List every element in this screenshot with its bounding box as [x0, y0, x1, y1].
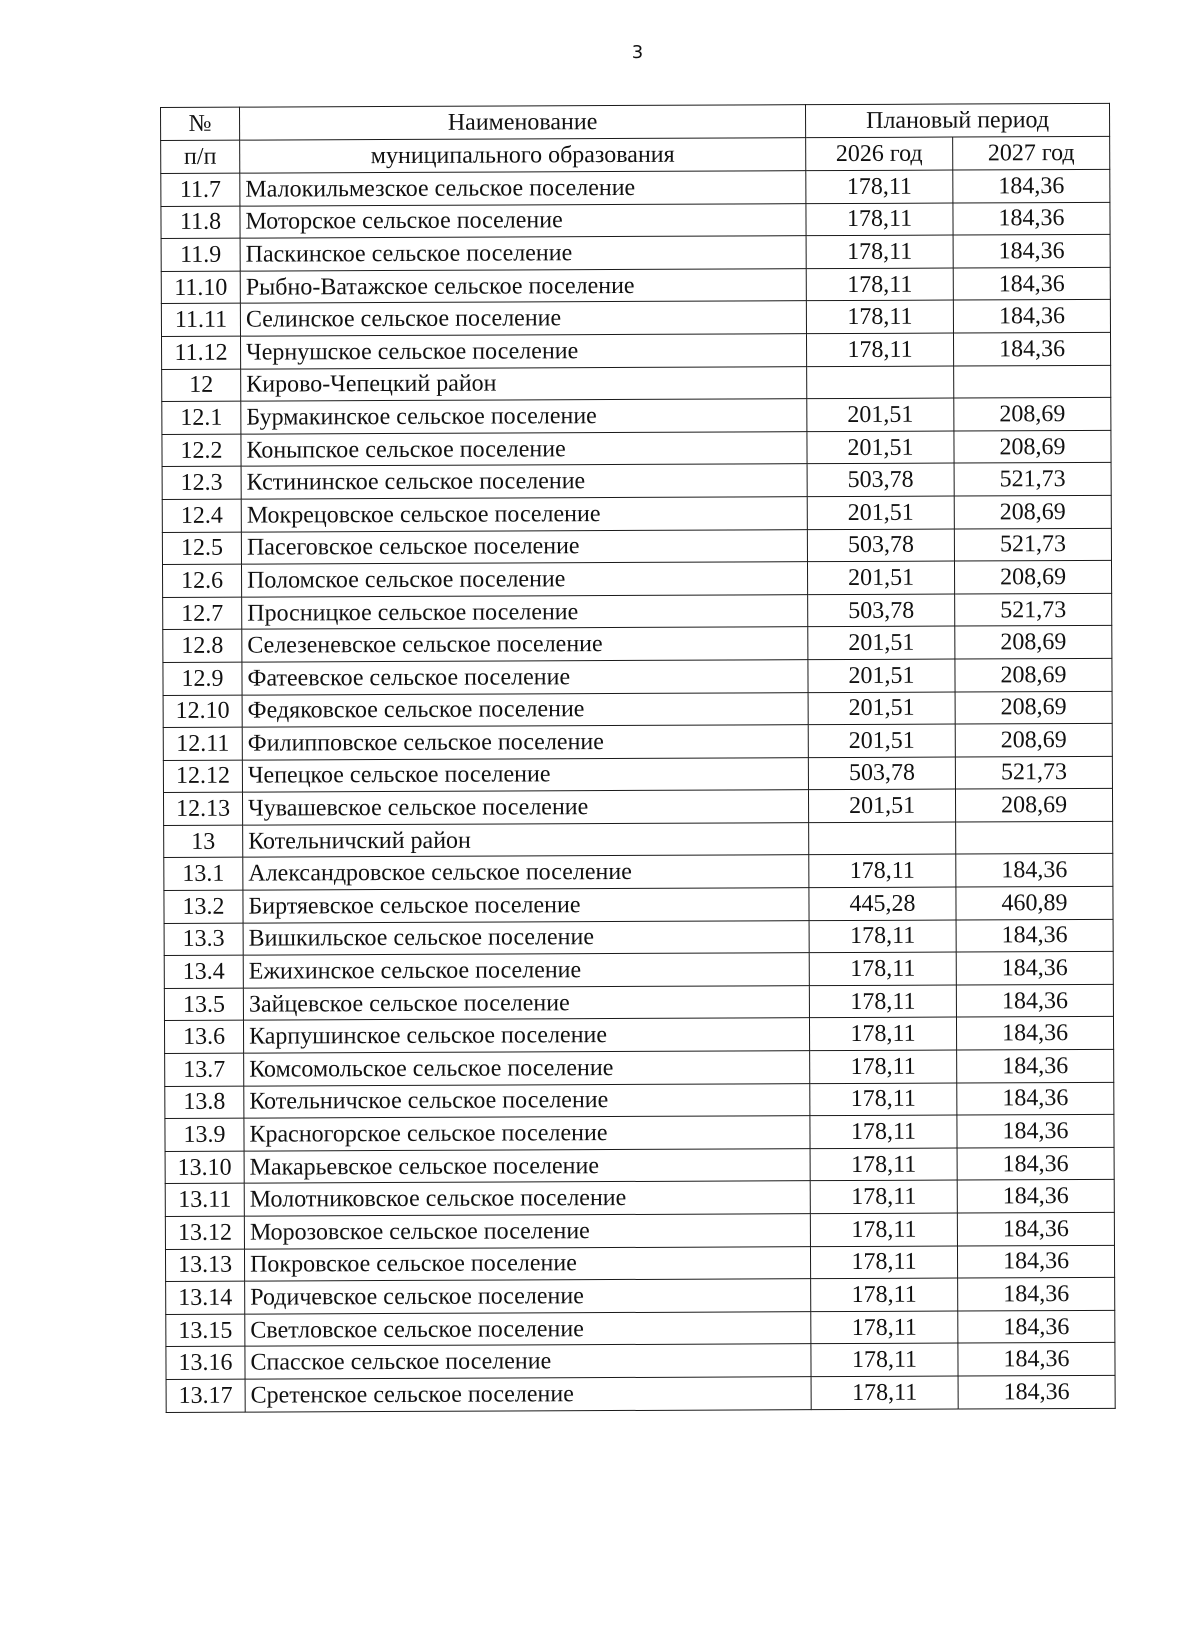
- table-row: [163, 723, 1112, 760]
- row-number-cell: 12.5: [162, 532, 241, 565]
- row-value-2026-cell: 201,51: [807, 496, 954, 529]
- table-row: [163, 756, 1112, 793]
- row-value-2027-cell: 208,69: [954, 398, 1111, 431]
- table-row: [163, 658, 1112, 695]
- row-name-cell: Вишкильское сельское поселение: [243, 920, 809, 955]
- table-row: [165, 1049, 1114, 1086]
- row-value-2026-cell: 201,51: [807, 398, 954, 431]
- row-number-cell: 13.16: [166, 1347, 245, 1380]
- row-value-2026-cell: 178,11: [806, 268, 953, 301]
- row-value-2026-cell: 178,11: [810, 1148, 957, 1181]
- row-value-2027-cell: 521,73: [954, 463, 1111, 496]
- row-value-2026-cell: 503,78: [807, 529, 954, 562]
- row-value-2027-cell: 184,36: [957, 1082, 1114, 1115]
- table-row: [164, 919, 1113, 956]
- row-number-cell: 11.9: [161, 238, 240, 271]
- row-value-2027-cell: 184,36: [958, 1343, 1115, 1376]
- row-number-cell: 11.7: [161, 173, 240, 206]
- table-header: [161, 103, 1110, 173]
- row-value-2027-cell: 208,69: [955, 626, 1112, 659]
- row-number-cell: 13.2: [164, 890, 243, 923]
- table-row: [163, 789, 1112, 826]
- row-number-cell: 13.8: [165, 1086, 244, 1119]
- table-row: [161, 169, 1110, 206]
- row-value-2027-cell: 208,69: [954, 430, 1111, 463]
- row-value-2026-cell: 178,11: [809, 985, 956, 1018]
- row-number-cell: 13.17: [166, 1379, 245, 1412]
- row-name-cell: Макарьевское сельское поселение: [244, 1148, 810, 1183]
- row-value-2026-cell: 201,51: [808, 789, 955, 822]
- table-row: [165, 1245, 1114, 1282]
- row-value-2027-cell: 208,69: [955, 658, 1112, 691]
- row-number-cell: 13.11: [165, 1184, 244, 1217]
- row-number-cell: 11.11: [161, 304, 240, 337]
- row-name-cell: Александровское сельское поселение: [243, 855, 809, 890]
- row-name-cell: Паскинское сельское поселение: [240, 236, 806, 271]
- row-value-2026-cell: 178,11: [809, 1017, 956, 1050]
- row-name-cell: Ежихинское сельское поселение: [243, 953, 809, 988]
- row-name-cell: Зайцевское сельское поселение: [243, 986, 809, 1021]
- table-row: [162, 332, 1111, 369]
- header-row-1: [161, 103, 1110, 140]
- row-value-2026-cell: 178,11: [810, 1246, 957, 1279]
- row-value-2026-cell: 201,51: [808, 692, 955, 725]
- row-number-cell: 13.10: [165, 1151, 244, 1184]
- row-value-2027-cell: 184,36: [956, 1017, 1113, 1050]
- row-value-2026-cell: 503,78: [807, 463, 954, 496]
- table-row: [164, 1017, 1113, 1054]
- row-name-cell: Чернушское сельское поселение: [241, 334, 807, 369]
- row-name-cell: Котельничское сельское поселение: [244, 1083, 810, 1118]
- row-number-cell: 12.2: [162, 434, 241, 467]
- table-row: [166, 1343, 1115, 1380]
- row-value-2027-cell: 521,73: [955, 756, 1112, 789]
- row-value-2027-cell: 184,36: [958, 1375, 1115, 1408]
- table-row: [162, 365, 1111, 402]
- row-value-2026-cell: 201,51: [807, 561, 954, 594]
- table-row: [166, 1278, 1115, 1315]
- table-row: [161, 300, 1110, 337]
- row-value-2027-cell: 184,36: [953, 267, 1110, 300]
- row-value-2027-cell: 184,36: [953, 235, 1110, 268]
- row-value-2026-cell: 503,78: [808, 757, 955, 790]
- row-name-cell: Кстининское сельское поселение: [241, 464, 807, 499]
- row-name-cell: Селинское сельское поселение: [240, 301, 806, 336]
- row-name-cell: Светловское сельское поселение: [245, 1311, 811, 1346]
- row-value-2026-cell: 178,11: [810, 1050, 957, 1083]
- row-number-cell: 13.6: [164, 1021, 243, 1054]
- row-value-2027-cell: 184,36: [957, 1115, 1114, 1148]
- row-value-2027-cell: [954, 365, 1111, 398]
- row-name-cell: Сретенское сельское поселение: [245, 1377, 811, 1412]
- row-name-cell: Селезеневское сельское поселение: [242, 627, 808, 662]
- row-value-2026-cell: 178,11: [811, 1311, 958, 1344]
- table-row: [163, 691, 1112, 728]
- header-row-2: [161, 136, 1110, 173]
- header-year-2027: 2027 год: [953, 136, 1110, 170]
- header-period-label: Плановый период: [805, 103, 1109, 137]
- row-name-cell: Молотниковское сельское поселение: [244, 1181, 810, 1216]
- table-row: [164, 984, 1113, 1021]
- row-number-cell: 12.8: [163, 629, 242, 662]
- row-name-cell: Пасеговское сельское поселение: [241, 529, 807, 564]
- table-row: [165, 1115, 1114, 1152]
- row-value-2026-cell: 178,11: [809, 855, 956, 888]
- row-value-2027-cell: 184,36: [956, 919, 1113, 952]
- row-number-cell: 12.10: [163, 695, 242, 728]
- header-name-label-line1: Наименование: [240, 105, 806, 140]
- row-number-cell: 12.6: [162, 564, 241, 597]
- row-value-2027-cell: 184,36: [953, 300, 1110, 333]
- row-value-2027-cell: 184,36: [953, 202, 1110, 235]
- row-number-cell: 13.13: [165, 1249, 244, 1282]
- row-value-2027-cell: 460,89: [956, 886, 1113, 919]
- row-name-cell: Федяковское сельское поселение: [242, 692, 808, 727]
- row-number-cell: 13.9: [165, 1118, 244, 1151]
- row-name-cell: Комсомольское сельское поселение: [244, 1051, 810, 1086]
- row-value-2027-cell: 184,36: [958, 1278, 1115, 1311]
- row-value-2027-cell: 208,69: [955, 789, 1112, 822]
- row-number-cell: 12.3: [162, 466, 241, 499]
- row-value-2026-cell: 178,11: [810, 1083, 957, 1116]
- row-name-cell: Филипповское сельское поселение: [242, 725, 808, 760]
- row-value-2026-cell: 445,28: [809, 887, 956, 920]
- row-name-cell: Чувашевское сельское поселение: [242, 790, 808, 825]
- row-value-2027-cell: 208,69: [954, 560, 1111, 593]
- row-value-2027-cell: 184,36: [956, 952, 1113, 985]
- row-number-cell: 12.1: [162, 401, 241, 434]
- row-number-cell: 13.14: [166, 1281, 245, 1314]
- row-value-2026-cell: [807, 366, 954, 399]
- row-name-cell: Красногорское сельское поселение: [244, 1116, 810, 1151]
- table-row: [162, 495, 1111, 532]
- table-row: [163, 626, 1112, 663]
- row-value-2027-cell: 521,73: [955, 593, 1112, 626]
- row-value-2027-cell: 184,36: [958, 1310, 1115, 1343]
- row-name-cell: Покровское сельское поселение: [244, 1246, 810, 1281]
- row-name-cell: Коныпское сельское поселение: [241, 431, 807, 466]
- row-value-2027-cell: 184,36: [957, 1245, 1114, 1278]
- row-number-cell: 13.15: [166, 1314, 245, 1347]
- header-year-2026: 2026 год: [806, 137, 953, 171]
- row-name-cell: Малокильмезское сельское поселение: [240, 171, 806, 206]
- row-value-2027-cell: 184,36: [953, 332, 1110, 365]
- row-value-2027-cell: 521,73: [954, 528, 1111, 561]
- table-row: [162, 463, 1111, 500]
- row-value-2026-cell: 178,11: [811, 1376, 958, 1409]
- row-name-cell: Морозовское сельское поселение: [244, 1214, 810, 1249]
- row-value-2026-cell: 178,11: [806, 333, 953, 366]
- table-row: [165, 1082, 1114, 1119]
- row-value-2026-cell: 201,51: [808, 724, 955, 757]
- row-name-cell: Кирово-Чепецкий район: [241, 366, 807, 401]
- row-value-2026-cell: 178,11: [809, 952, 956, 985]
- table-row: [164, 821, 1113, 858]
- table-row: [166, 1310, 1115, 1347]
- row-name-cell: Рыбно-Ватажское сельское поселение: [240, 268, 806, 303]
- row-number-cell: 12.7: [163, 597, 242, 630]
- row-number-cell: 13.7: [165, 1053, 244, 1086]
- table-row: [164, 886, 1113, 923]
- row-name-cell: Поломское сельское поселение: [241, 562, 807, 597]
- table-row: [161, 202, 1110, 239]
- row-number-cell: 12.12: [163, 760, 242, 793]
- table-row: [165, 1212, 1114, 1249]
- row-value-2027-cell: 208,69: [955, 691, 1112, 724]
- row-value-2027-cell: 184,36: [957, 1049, 1114, 1082]
- row-number-cell: 12.11: [163, 727, 242, 760]
- row-value-2027-cell: 208,69: [955, 723, 1112, 756]
- row-value-2026-cell: 178,11: [811, 1278, 958, 1311]
- row-value-2026-cell: 178,11: [810, 1180, 957, 1213]
- row-name-cell: Моторское сельское поселение: [240, 203, 806, 238]
- table-row: [164, 854, 1113, 891]
- row-name-cell: Спасское сельское поселение: [245, 1344, 811, 1379]
- table-row: [162, 528, 1111, 565]
- row-value-2026-cell: 201,51: [808, 626, 955, 659]
- row-number-cell: 13.12: [165, 1216, 244, 1249]
- table-row: [162, 430, 1111, 467]
- row-value-2026-cell: 178,11: [810, 1213, 957, 1246]
- row-value-2027-cell: 184,36: [953, 169, 1110, 202]
- table-row: [162, 560, 1111, 597]
- row-number-cell: 11.10: [161, 271, 240, 304]
- budget-table: [160, 103, 1116, 1413]
- row-value-2027-cell: 184,36: [956, 984, 1113, 1017]
- row-name-cell: Бурмакинское сельское поселение: [241, 399, 807, 434]
- row-name-cell: Фатеевское сельское поселение: [242, 660, 808, 695]
- table-row: [164, 952, 1113, 989]
- row-number-cell: 13.4: [164, 955, 243, 988]
- header-num-label-line1: №: [161, 107, 240, 140]
- header-num-label-line2: п/п: [161, 140, 240, 173]
- row-name-cell: Карпушинское сельское поселение: [243, 1018, 809, 1053]
- row-name-cell: Родичевское сельское поселение: [245, 1279, 811, 1314]
- row-number-cell: 13.1: [164, 858, 243, 891]
- row-number-cell: 12.9: [163, 662, 242, 695]
- document-sheet: [160, 103, 1116, 1413]
- table-row: [165, 1180, 1114, 1217]
- header-name-label-line2: муниципального образования: [240, 138, 806, 173]
- row-name-cell: Чепецкое сельское поселение: [242, 757, 808, 792]
- row-number-cell: 11.12: [162, 336, 241, 369]
- row-number-cell: 13: [164, 825, 243, 858]
- row-number-cell: 12.13: [163, 792, 242, 825]
- row-value-2026-cell: 178,11: [806, 300, 953, 333]
- table-row: [161, 235, 1110, 272]
- table-row: [163, 593, 1112, 630]
- table-row: [161, 267, 1110, 304]
- row-value-2027-cell: [956, 821, 1113, 854]
- row-number-cell: 12: [162, 369, 241, 402]
- row-name-cell: Биртяевское сельское поселение: [243, 888, 809, 923]
- row-value-2027-cell: 184,36: [957, 1180, 1114, 1213]
- row-value-2026-cell: [809, 822, 956, 855]
- table-row: [166, 1375, 1115, 1412]
- row-value-2026-cell: 503,78: [808, 594, 955, 627]
- row-value-2026-cell: 178,11: [811, 1343, 958, 1376]
- row-value-2026-cell: 178,11: [810, 1115, 957, 1148]
- page-number: 3: [631, 42, 644, 63]
- table-row: [162, 398, 1111, 435]
- row-name-cell: Котельничский район: [243, 823, 809, 858]
- row-value-2026-cell: 178,11: [809, 920, 956, 953]
- row-number-cell: 12.4: [162, 499, 241, 532]
- row-name-cell: Мокрецовское сельское поселение: [241, 497, 807, 532]
- table-body: [161, 169, 1115, 1412]
- row-value-2027-cell: 184,36: [957, 1147, 1114, 1180]
- row-value-2026-cell: 201,51: [807, 431, 954, 464]
- row-value-2026-cell: 178,11: [806, 203, 953, 236]
- row-number-cell: 11.8: [161, 206, 240, 239]
- row-value-2026-cell: 178,11: [806, 170, 953, 203]
- row-value-2027-cell: 184,36: [956, 854, 1113, 887]
- row-name-cell: Просницкое сельское поселение: [242, 594, 808, 629]
- row-number-cell: 13.3: [164, 923, 243, 956]
- row-value-2026-cell: 201,51: [808, 659, 955, 692]
- row-number-cell: 13.5: [164, 988, 243, 1021]
- row-value-2027-cell: 208,69: [954, 495, 1111, 528]
- table-row: [165, 1147, 1114, 1184]
- row-value-2027-cell: 184,36: [957, 1212, 1114, 1245]
- row-value-2026-cell: 178,11: [806, 235, 953, 268]
